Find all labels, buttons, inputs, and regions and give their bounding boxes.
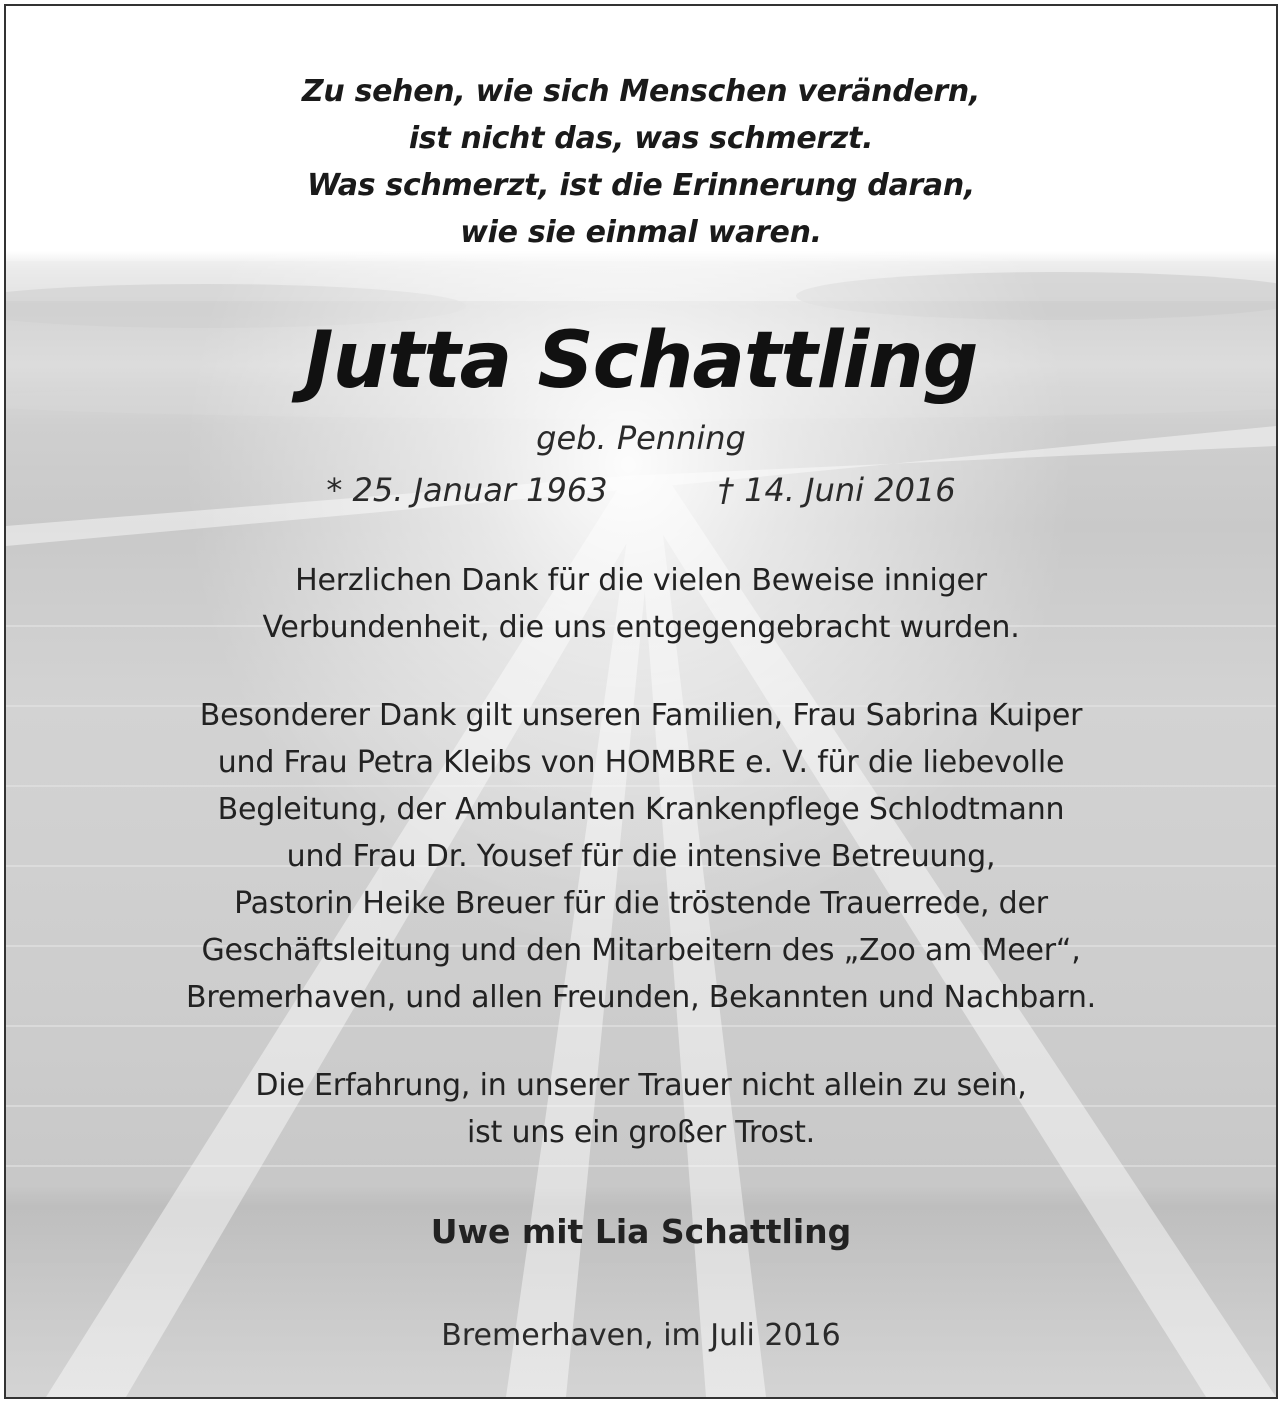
quote-line-2: ist nicht das, was schmerzt. [408, 121, 874, 156]
quote-line-4: wie sie einmal waren. [460, 215, 822, 250]
quote-line-1: Zu sehen, wie sich Menschen verändern, [301, 74, 981, 109]
death-date: † 14. Juni 2016 [717, 471, 956, 509]
thanks-special-line-2: und Frau Petra Kleibs von HOMBRE e. V. für die liebevolle [217, 745, 1065, 780]
quote-line-3: Was schmerzt, ist die Erinnerung daran, [307, 168, 975, 203]
thanks-special-line-5: Pastorin Heike Breuer für die tröstende Trauerrede, der [234, 886, 1048, 921]
notice-text [6, 6, 1276, 1397]
thanks-special-line-1: Besonderer Dank gilt unseren Familien, Frau Sabrina Kuiper [199, 698, 1083, 733]
life-dates [6, 471, 1276, 509]
thanks-intro-line-1: Herzlichen Dank für die vielen Beweise inniger [295, 563, 987, 598]
thanks-special-line-3: Begleitung, der Ambulanten Krankenpflege Schlodtmann [217, 792, 1065, 827]
birth-date: * 25. Januar 1963 [326, 471, 608, 509]
thanks-special-line-7: Bremerhaven, und allen Freunden, Bekannten und Nachbarn. [186, 980, 1096, 1015]
place-date: Bremerhaven, im Juli 2016 [441, 1318, 841, 1353]
thanks-intro-line-2: Verbundenheit, die uns entgegengebracht wurden. [262, 610, 1020, 645]
thanks-special-line-6: Geschäftsleitung und den Mitarbeitern des „Zoo am Meer“, [201, 933, 1081, 968]
maiden-name: geb. Penning [536, 419, 746, 457]
deceased-name: Jutta Schattling [304, 316, 978, 406]
thanks-special-line-4: und Frau Dr. Yousef für die intensive Betreuung, [286, 839, 996, 874]
signer: Uwe mit Lia Schattling [430, 1212, 852, 1251]
closing-line-2: ist uns ein großer Trost. [467, 1115, 815, 1150]
obituary-notice [4, 4, 1278, 1399]
closing-line-1: Die Erfahrung, in unserer Trauer nicht allein zu sein, [255, 1068, 1027, 1103]
